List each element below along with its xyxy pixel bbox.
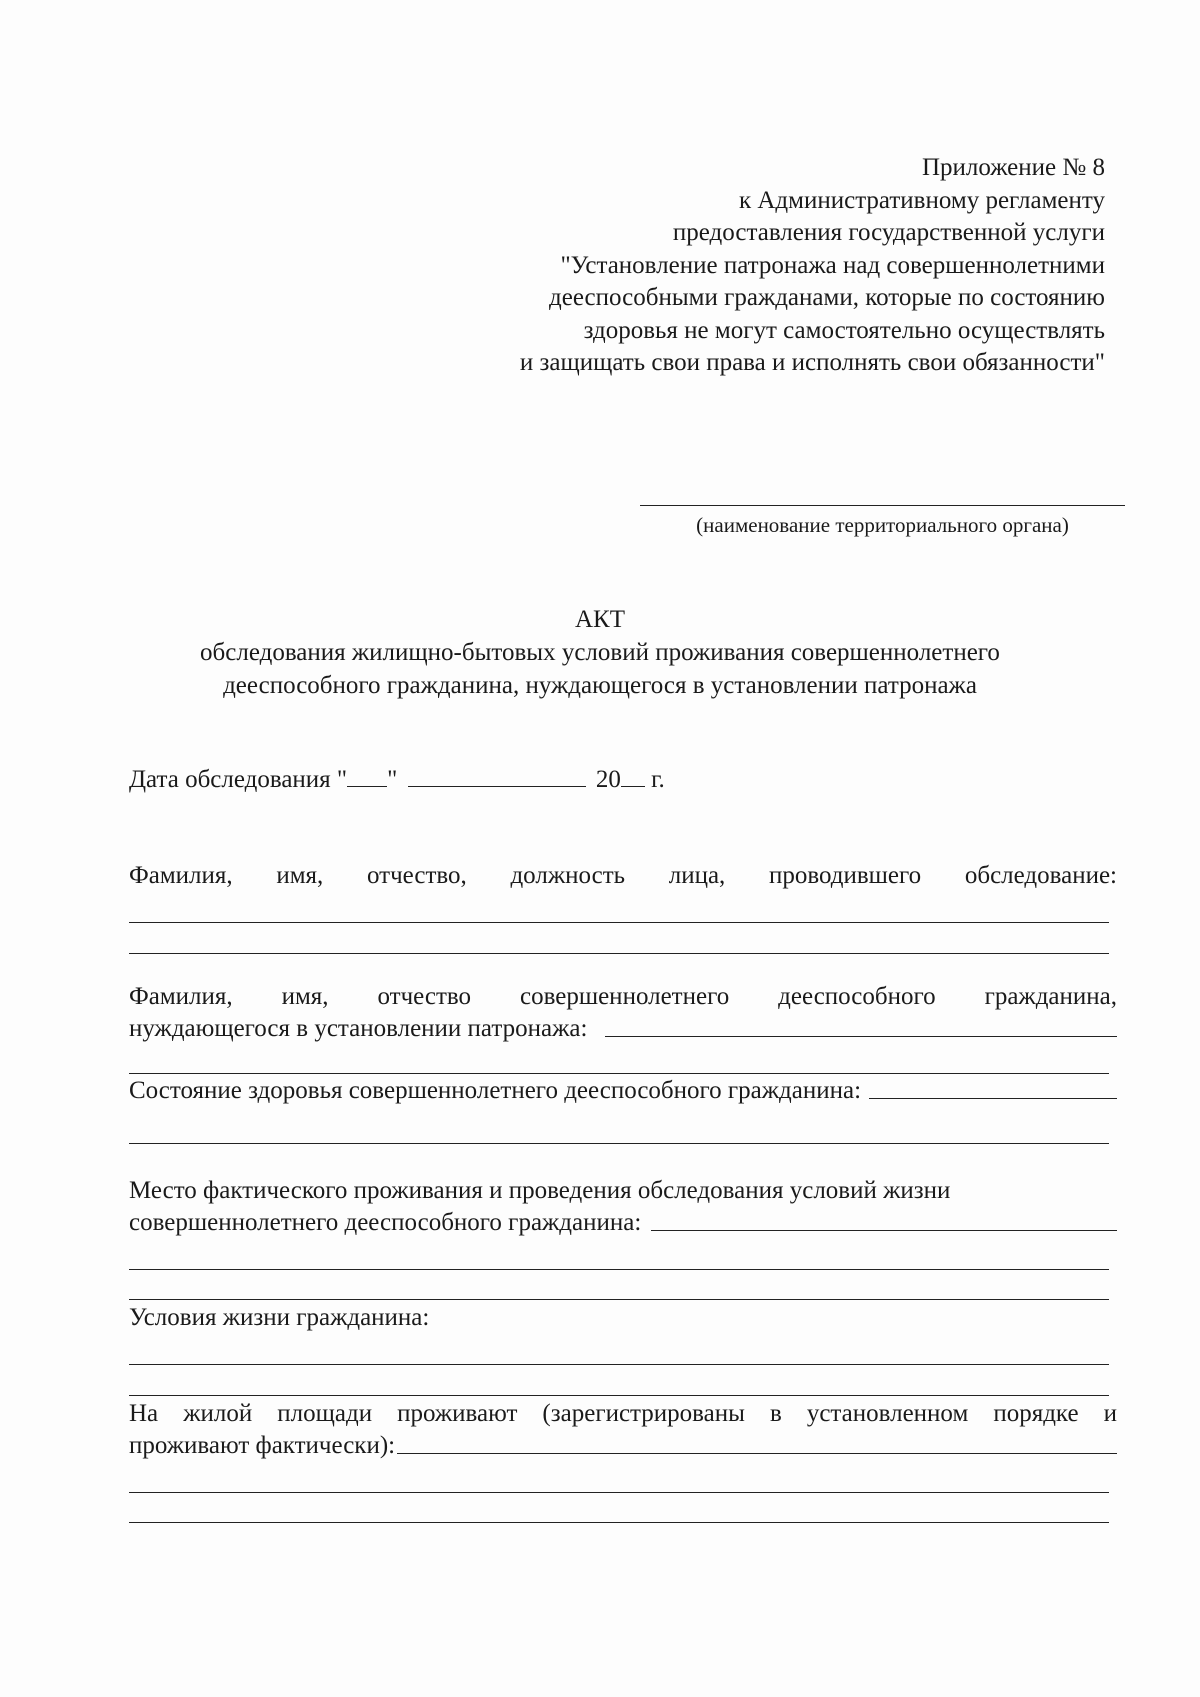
residence-field-line[interactable]	[129, 1299, 1109, 1300]
act-title: АКТ	[575, 606, 625, 633]
appendix-line: и защищать свои права и исполнять свои обязанности"	[519, 349, 1105, 376]
inspector-field-line[interactable]	[129, 922, 1109, 923]
living-conditions-field-line[interactable]	[129, 1395, 1109, 1396]
residents-label-line1: На жилой площади проживают (зарегистрированы в установленном порядке и	[129, 1400, 1117, 1427]
date-day-field[interactable]	[347, 786, 387, 787]
residence-field-line[interactable]	[129, 1269, 1109, 1270]
citizen-label-line1: Фамилия, имя, отчество совершеннолетнего дееспособного гражданина,	[129, 983, 1117, 1010]
appendix-line: к Административному регламенту	[738, 186, 1105, 214]
residents-field-line[interactable]	[129, 1522, 1109, 1523]
citizen-name-field-line[interactable]	[129, 1073, 1109, 1074]
citizen-name-field[interactable]	[605, 1036, 1117, 1037]
health-label: Состояние здоровья совершеннолетнего дееспособного гражданина:	[129, 1077, 862, 1104]
residents-field[interactable]	[397, 1453, 1117, 1454]
act-subtitle-line: обследования жилищно-бытовых условий проживания совершеннолетнего	[200, 639, 1000, 666]
appendix-line: Приложение № 8	[921, 154, 1105, 181]
health-field-line[interactable]	[129, 1143, 1109, 1144]
appendix-line: предоставления государственной услуги	[672, 219, 1105, 246]
appendix-header	[520, 152, 1105, 380]
health-row	[129, 1077, 1117, 1105]
residents-label-row	[129, 1432, 1117, 1460]
appendix-line: "Установление патронажа над совершеннолетними	[560, 251, 1105, 279]
inspector-field-line[interactable]	[129, 953, 1109, 954]
inspection-date-row	[129, 766, 1117, 794]
living-conditions-label: Условия жизни гражданина:	[129, 1304, 430, 1331]
authority-field[interactable]	[640, 505, 1125, 506]
residence-label-line2: совершеннолетнего дееспособного гражданина:	[129, 1209, 642, 1236]
residence-field[interactable]	[651, 1230, 1117, 1231]
authority-caption: (наименование территориального органа)	[696, 513, 1069, 537]
residence-label-line1: Место фактического проживания и проведения обследования условий жизни	[129, 1177, 951, 1204]
date-quote-close: "	[387, 766, 398, 793]
residence-label-row	[129, 1209, 1117, 1237]
appendix-line: дееспособными гражданами, которые по состоянию	[549, 284, 1105, 311]
authority-block	[640, 505, 1125, 538]
inspection-date-label: Дата обследования "	[129, 766, 348, 793]
date-year-field[interactable]	[621, 786, 645, 787]
act-title-block	[0, 603, 1200, 702]
date-year-prefix: 20	[595, 766, 621, 793]
appendix-line: здоровья не могут самостоятельно осуществлять	[583, 316, 1105, 344]
health-field[interactable]	[869, 1098, 1117, 1099]
date-year-suffix: г.	[651, 766, 665, 793]
act-subtitle-line: дееспособного гражданина, нуждающегося в установлении патронажа	[223, 672, 977, 699]
living-conditions-field-line[interactable]	[129, 1364, 1109, 1365]
inspector-label: Фамилия, имя, отчество, должность лица, проводившего обследование:	[129, 862, 1117, 889]
citizen-label-line2: нуждающегося в установлении патронажа:	[129, 1015, 588, 1042]
residents-field-line[interactable]	[129, 1492, 1109, 1493]
date-month-field[interactable]	[408, 786, 586, 787]
citizen-label-row	[129, 1015, 1117, 1043]
residents-label-line2: проживают фактически):	[129, 1432, 396, 1459]
